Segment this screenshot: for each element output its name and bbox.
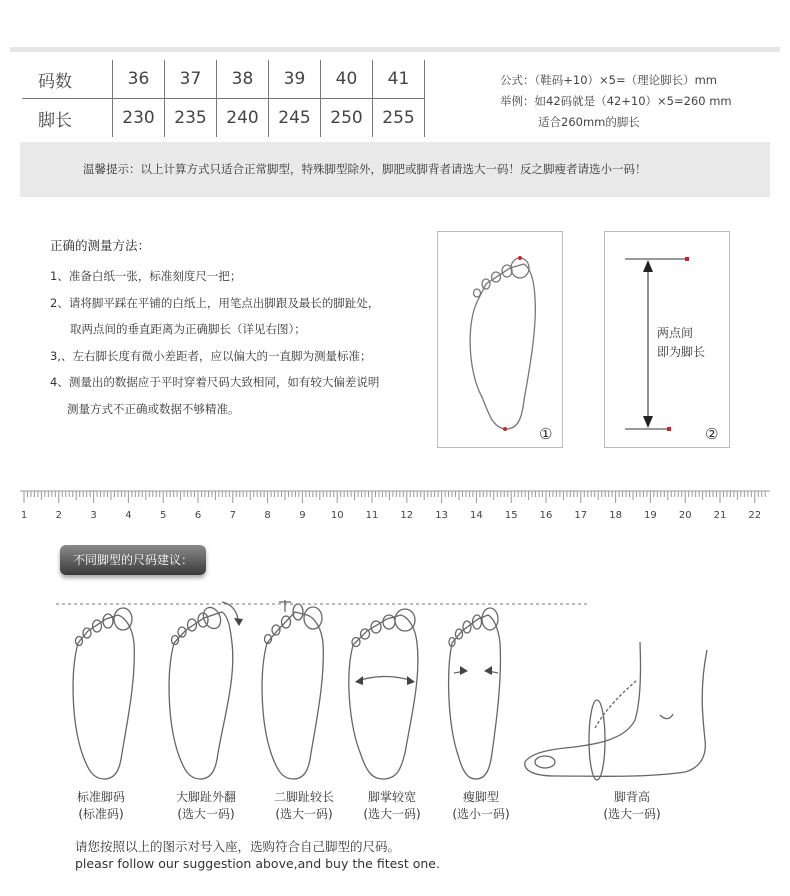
method-item: 取两点间的垂直距离为正确脚长（详见右图）； (70, 322, 306, 336)
tip-banner (20, 142, 770, 197)
foot-type-advice: (选大一码) (177, 807, 235, 821)
foot-type-advice: (选小一码) (452, 807, 510, 821)
high-instep-foot-icon (515, 640, 715, 790)
length-cell: 250 (321, 99, 373, 138)
length-cell: 240 (217, 99, 269, 138)
foot-type-advice: (标准码) (78, 807, 124, 821)
length-cell: 230 (113, 99, 165, 138)
foot-type-name: 脚背高 (613, 790, 650, 804)
foot-type-name: 大脚趾外翻 (175, 790, 236, 804)
measure-method (50, 236, 379, 427)
ruler-label: 1 (20, 510, 28, 521)
length-cell: 255 (373, 99, 425, 138)
suggestion-en: pleasr follow our suggestion above,and buy the fitest one. (75, 856, 440, 871)
size-cell: 36 (113, 60, 165, 99)
ruler-label: 15 (504, 510, 518, 521)
ruler-label: 20 (678, 510, 692, 521)
ruler-label: 18 (609, 510, 622, 521)
figure-measurement (604, 231, 730, 448)
measure-note-line: 即为脚长 (657, 345, 706, 359)
standard-foot-icon (66, 603, 141, 783)
figure-number: ② (705, 425, 719, 443)
method-item: 3,、左右脚长度有微小差距者，应以偏大的一直脚为测量标准； (50, 348, 372, 363)
long-second-toe-foot-icon (255, 598, 335, 783)
method-item: 4、测量出的数据应于平时穿着尺码大致相同，如有较大偏差说明 (50, 375, 380, 389)
figure-number: ① (539, 425, 553, 443)
ruler-label: 10 (330, 510, 344, 521)
foot-type-name: 标准脚码 (76, 790, 125, 804)
ruler-label: 22 (748, 510, 762, 521)
ruler-label: 19 (644, 510, 657, 521)
foot-type-standard (51, 789, 151, 823)
method-item: 测量方式不正确或数据不够精准。 (67, 401, 240, 416)
ruler-label: 2 (55, 510, 62, 521)
method-item: 1、准备白纸一张，标准刻度尺一把； (50, 269, 242, 283)
ruler-scale (20, 490, 770, 524)
top-divider (10, 47, 780, 52)
bunion-foot-icon (160, 598, 245, 783)
formula-example: 举例：如42码就是（42+10）×5=260 mm (500, 94, 732, 108)
measure-note (657, 324, 705, 362)
ruler-label: 4 (125, 510, 132, 521)
tip-text: 温馨提示：以上计算方式只适合正常脚型，特殊脚型除外，脚肥或脚背者请选大一码！反之脚瘦者请选小一码！ (83, 162, 647, 176)
section-badge: 不同脚型的尺码建议： (60, 545, 206, 575)
length-cell: 245 (269, 99, 321, 138)
size-cell: 38 (217, 60, 269, 99)
thin-foot-icon (440, 603, 510, 783)
wide-foot-icon (345, 603, 425, 783)
foot-type-advice: (选大一码) (363, 807, 421, 821)
ruler-label: 21 (713, 510, 727, 521)
formula-block (500, 70, 732, 133)
foot-type-advice: (选大一码) (275, 807, 333, 821)
length-row (22, 99, 425, 138)
ruler-label: 13 (435, 510, 448, 521)
foot-type-high-instep (582, 789, 682, 823)
foot-outline-icon (438, 232, 562, 447)
size-table (22, 60, 425, 137)
ruler-label: 5 (160, 510, 167, 521)
ruler-label: 12 (400, 510, 414, 521)
size-row-label: 码数 (22, 60, 113, 99)
foot-type-long-second-toe (254, 789, 354, 823)
ruler-label: 8 (264, 510, 271, 521)
ruler-label: 14 (470, 510, 483, 521)
foot-type-advice: (选大一码) (603, 807, 661, 821)
ruler-label: 7 (229, 510, 236, 521)
method-title: 正确的测量方法： (50, 238, 151, 253)
ruler-label: 3 (90, 510, 97, 521)
foot-type-name: 脚掌较宽 (367, 790, 416, 804)
suggestion (75, 838, 440, 872)
foot-type-wide (342, 789, 442, 823)
ruler-label: 9 (299, 510, 306, 521)
foot-type-name: 瘦脚型 (462, 790, 499, 804)
length-row-label: 脚长 (38, 110, 72, 131)
formula-example-note: 适合260mm的脚长 (538, 115, 640, 129)
ruler-label: 17 (574, 510, 588, 521)
length-cell: 235 (165, 99, 217, 138)
formula-line: 公式：（鞋码+10）×5=（理论脚长）mm (500, 73, 718, 87)
size-row (22, 60, 425, 99)
ruler-label: 16 (539, 510, 553, 521)
ruler (20, 490, 770, 528)
foot-type-thin (431, 789, 531, 823)
ruler-label: 6 (194, 510, 202, 521)
size-cell: 37 (165, 60, 217, 99)
size-cell: 39 (269, 60, 321, 99)
figure-foot-outline (437, 231, 563, 448)
method-item: 2、请将脚平踩在平铺的白纸上，用笔点出脚跟及最长的脚趾处， (50, 295, 380, 310)
measure-note-line: 两点间 (657, 326, 694, 340)
foot-type-name: 二脚趾较长 (273, 790, 334, 804)
size-cell: 41 (373, 60, 425, 99)
ruler-label: 11 (365, 510, 379, 521)
foot-type-bunion (156, 789, 256, 823)
suggestion-cn: 请您按照以上的图示对号入座，选购符合自己脚型的尺码。 (75, 839, 401, 854)
size-cell: 40 (321, 60, 373, 99)
